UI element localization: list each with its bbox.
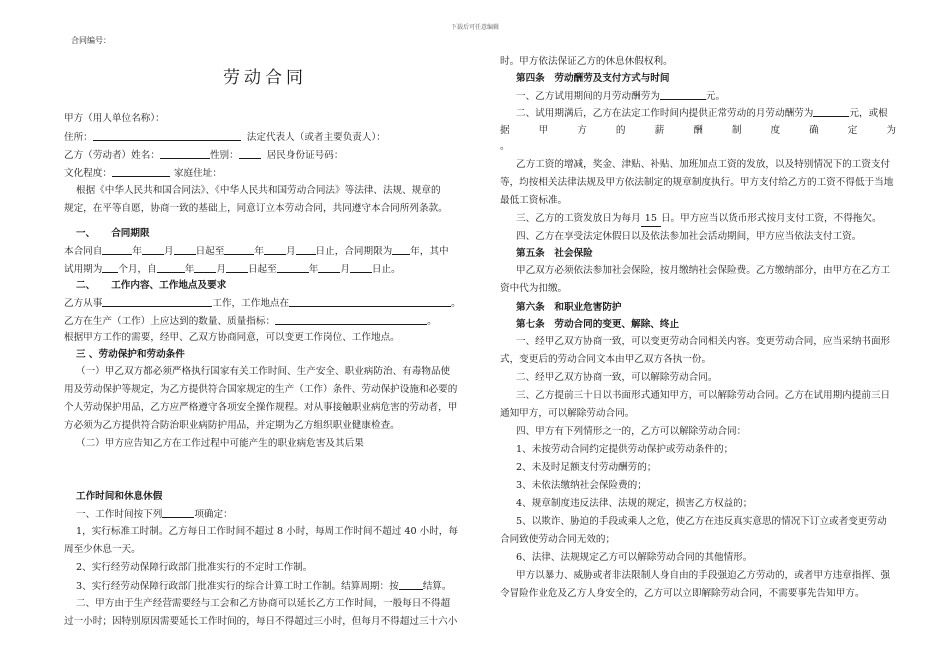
- pay-line-3: 据 甲 方 的 薪 酬 制 度 确 定 为: [500, 125, 896, 136]
- party-a-line: 甲方（用人单位名称）：: [64, 113, 165, 124]
- protection-line-3: 个人劳动保护用品，乙方应严格遵守各项安全操作规程。对从事接触职业病危害的劳动者，甲: [64, 402, 458, 413]
- change-line-15: 令冒险作业危及乙方人身安全的，乙方可以立即解除劳动合同，不需要事先告知甲方。: [500, 588, 865, 599]
- work-line-3: 根据甲方工作的需要，经甲、乙双方协商同意，可以变更工作岗位、工作地点。: [64, 332, 400, 343]
- hours-line-6: 二、甲方由于生产经营需要经与工会和乙方协商可以延长乙方工作时间，一般每日不得超: [76, 598, 451, 609]
- change-line-11: 5、以欺诈、胁迫的手段或乘人之危，使乙方在违反真实意思的情况下订立或者变更劳动: [516, 516, 887, 527]
- address-line: 住所： 法定代表人（或者主要负责人）：: [64, 132, 386, 143]
- pay-line-1: 一、乙方试用期间的月劳动酬劳为 元。: [516, 91, 726, 102]
- change-line-7: 1、未按劳动合同约定提供劳动保护或劳动条件的；: [516, 444, 734, 455]
- change-line-13: 6、法律、法规规定乙方可以解除劳动合同的其他情形。: [516, 552, 753, 563]
- article-6-heading: 第六条 和职业危害防护: [516, 302, 622, 313]
- change-line-2: 式，变更后的劳动合同文本由甲乙双方各执一份。: [500, 354, 712, 365]
- change-line-5: 通知甲方，可以解除劳动合同。: [500, 408, 635, 419]
- preamble-line-2: 规定，在平等自愿，协商一致的基础上，同意订立本劳动合同，共同遵守本合同所列条款。: [64, 203, 448, 214]
- gender-blank[interactable]: [239, 148, 261, 159]
- pay-line-8: 三、乙方的工资发放日为每月 15 日。甲方应当以货币形式按月支付工资，不得拖欠。: [516, 212, 882, 227]
- section-2-heading: 二、 工作内容、工作地点及要求: [76, 280, 227, 291]
- section-1-heading: 一、 合同期限: [76, 228, 150, 239]
- party-b-line: 乙方（劳动者）姓名： 性别： 居民身份证号码：: [64, 150, 344, 161]
- pay-line-6: 等，均按相关法律法规及甲方依法制定的规章制度执行。甲方支付给乙方的工资不得低于当地: [500, 177, 894, 188]
- change-line-6: 四、甲方有下列情形之一的，乙方可以解除劳动合同：: [516, 426, 747, 437]
- address-blank[interactable]: [93, 130, 241, 141]
- contract-number-label: 合同编号：: [71, 36, 111, 45]
- education-blank[interactable]: [112, 166, 170, 177]
- work-line-1: 乙方从事 工作，工作地点在 。: [64, 298, 461, 309]
- hours-line-1: 一、工作时间按下列 项确定：: [76, 509, 233, 520]
- section-3-heading: 三 、劳动保护和劳动条件: [76, 349, 185, 360]
- article-5-heading: 第五条 社会保险: [516, 248, 593, 259]
- pay-line-9: 四、乙方在享受法定休假日以及依法参加社会活动期间，甲方应当依法支付工资。: [516, 231, 862, 242]
- change-line-14: 甲方以暴力、威胁或者非法限制人身自由的手段强迫乙方劳动的，或者甲方违章指挥、强: [516, 570, 891, 581]
- hours-line-7: 过一小时；因特别原因需要延长工作时间的，每日不得超过三小时，但每月不得超过三十六小: [64, 616, 458, 627]
- name-blank[interactable]: [160, 148, 210, 159]
- contract-title: 劳动合同: [223, 68, 307, 88]
- article-4-heading: 第四条 劳动酬劳及支付方式与时间: [516, 73, 670, 84]
- pay-line-7: 最低工资标准。: [500, 195, 568, 206]
- pay-line-5: 乙方工资的增减，奖金、津贴、补贴、加班加点工资的发放，以及特别情况下的工资支付: [516, 159, 891, 170]
- change-line-9: 3、未依法缴纳社会保险费的；: [516, 480, 647, 491]
- insurance-line-2: 资中代为扣缴。: [500, 283, 568, 294]
- insurance-line-1: 甲乙双方必须依法参加社会保险，按月缴纳社会保险费。乙方缴纳部分，由甲方在乙方工: [516, 265, 891, 276]
- hours-line-4: 2、实行经劳动保障行政部门批准实行的不定时工作制。: [76, 562, 313, 573]
- protection-line-4: 方必须为乙方提供符合防治职业病防护用品，并定期为乙方组织职业健康检查。: [64, 420, 400, 431]
- protection-line-2: 用及劳动保护等规定，为乙方提供符合国家规定的生产（工作）条件、劳动保护设施和必要的: [64, 384, 458, 395]
- change-line-10: 4、规章制度违反法律、法规的规定，损害乙方权益的；: [516, 498, 753, 509]
- hours-line-5: 3、实行经劳动保障行政部门批准实行的综合计算工时工作制。结算周期：按 结算。: [76, 581, 452, 592]
- change-line-3: 二、经甲乙双方协商一致，可以解除劳动合同。: [516, 372, 718, 383]
- preamble-line-1: 根据《中华人民共和国合同法》、《中华人民共和国劳动合同法》等法律、法规、规章的: [76, 185, 441, 196]
- term-line-1: 本合同自 年 月 日起至 年 月 日止，合同期限为 年，其中: [64, 246, 449, 257]
- section-4-heading: 工作时间和休息休假: [76, 491, 163, 502]
- hours-line-3: 周至少休息一天。: [64, 544, 141, 555]
- hours-line-2: 1，实行标准工时制。乙方每日工作时间不超过 8 小时，每周工作时间不超过 40 小时，每: [76, 526, 458, 537]
- pay-line-4: 。: [500, 141, 510, 152]
- download-note: 下载后可任意编辑: [450, 24, 499, 31]
- change-line-4: 三、乙方提前三十日以书面形式通知甲方，可以解除劳动合同。乙方在试用期内提前三日: [516, 390, 891, 401]
- work-line-2: 乙方在生产（工作）上应达到的数量、质量指标： 。: [64, 316, 437, 327]
- pay-line-2: 二、试用期满后，乙方在法定工作时间内提供正常劳动的月劳动酬劳为 元，或根: [516, 108, 888, 119]
- rest-continuation: 时。甲方依法保证乙方的休息休假权利。: [500, 56, 673, 67]
- change-line-12: 合同致使劳动合同无效的；: [500, 534, 616, 545]
- change-line-8: 2、未及时足额支付劳动酬劳的；: [516, 462, 657, 473]
- protection-line-5: （二）甲方应告知乙方在工作过程中可能产生的职业病危害及其后果: [76, 438, 364, 449]
- education-line: 文化程度： 家庭住址：: [64, 168, 222, 179]
- term-line-2: 试用期为 个月，自 年 月 日起至 年 月 日止。: [64, 264, 401, 275]
- article-7-heading: 第七条 劳动合同的变更、解除、终止: [516, 319, 680, 330]
- change-line-1: 一、经甲乙双方协商一致，可以变更劳动合同相关内容。变更劳动合同，应当采纳书面形: [516, 336, 891, 347]
- protection-line-1: （一）甲乙双方都必须严格执行国家有关工作时间、生产安全、职业病防治、有毒物品使: [76, 366, 451, 377]
